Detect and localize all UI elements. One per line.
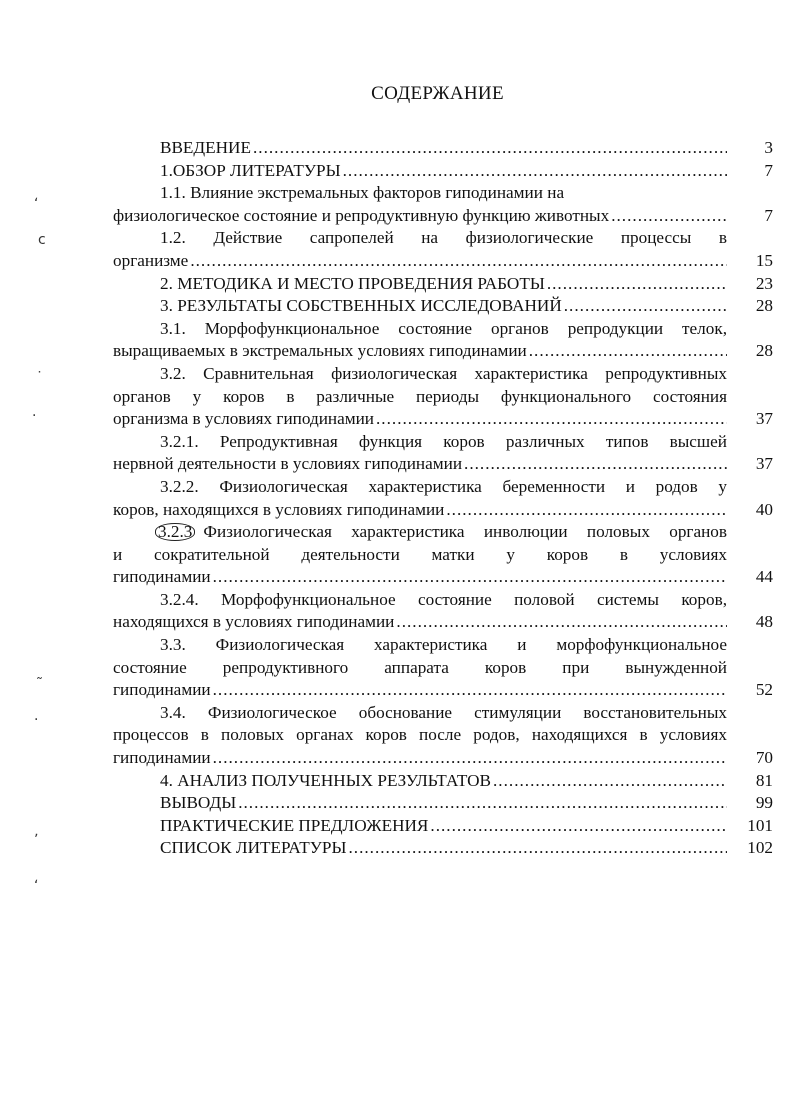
entry-title-line: 1.1. Влияние экстремальных факторов гиподинамии на [160, 183, 565, 203]
entry-title-line: процессов в половых органах коров после родов, находящихся в условиях [113, 725, 727, 745]
toc-entry-3-2-2 [113, 476, 773, 521]
scan-speck-mark: · [32, 408, 37, 424]
leader-dots [611, 205, 727, 228]
entry-title-line: организма в условиях гиподинамии [113, 409, 374, 429]
scan-speck-mark: ˙ [36, 370, 43, 386]
page-number: 48 [755, 612, 773, 632]
page-number: 37 [755, 409, 773, 429]
scan-speck-mark: ʻ [34, 196, 39, 212]
entry-title: ВВЕДЕНИЕ [160, 138, 251, 157]
leader-dots [464, 453, 727, 476]
toc-entry-analysis [113, 770, 773, 793]
page-number: 7 [764, 160, 773, 180]
toc-entry-3-2-4 [113, 589, 773, 634]
entry-title-line: выращиваемых в экстремальных условиях гиподинамии [113, 341, 527, 361]
leader-dots [213, 566, 727, 589]
page-number: 7 [764, 205, 773, 225]
scan-speck-mark: ⅽ [38, 232, 46, 248]
toc-entry-literature-review [113, 160, 773, 183]
entry-title-line: 3.4. Физиологическое обоснование стимуляции восстановительных [160, 702, 727, 722]
entry-title-line: органов у коров в различные периоды функционального состояния [113, 386, 727, 406]
entry-title-line: 3.2.4. Морфофункциональное состояние половой системы коров, [160, 589, 727, 609]
page-number: 40 [755, 499, 773, 519]
page-number: 44 [755, 567, 773, 587]
leader-dots [253, 137, 727, 160]
entry-title-line: находящихся в условиях гиподинамии [113, 612, 395, 632]
toc-entry-1-2 [113, 227, 773, 272]
leader-dots [564, 295, 727, 318]
entry-title-line: 3.2.1. Репродуктивная функция коров различных типов высшей [160, 431, 727, 451]
page-number: 70 [755, 748, 773, 768]
page-number: 52 [755, 680, 773, 700]
entry-title-line: коров, находящихся в условиях гиподинамии [113, 499, 445, 519]
leader-dots [430, 815, 727, 838]
toc-entry-practical-suggestions [113, 815, 773, 838]
entry-title-line: гиподинамии [113, 748, 211, 768]
entry-title: ВЫВОДЫ [160, 793, 237, 813]
page-number: 99 [755, 793, 773, 813]
entry-title: 1.ОБЗОР ЛИТЕРАТУРЫ [160, 160, 341, 180]
entry-title-line: гиподинамии [113, 680, 211, 700]
entry-title-line: 3.1. Морфофункциональное состояние органов репродукции телок, [160, 318, 727, 338]
page-number: 28 [755, 296, 773, 316]
scan-speck-mark: ˜ [36, 676, 43, 692]
leader-dots [529, 340, 727, 363]
toc-entry-3-4 [113, 702, 773, 770]
toc-entry-1-1 [113, 182, 773, 227]
toc-entry-results [113, 295, 773, 318]
entry-title-line: состояние репродуктивного аппарата коров при вынужденной [113, 657, 727, 677]
leader-dots [238, 792, 727, 815]
page-title: СОДЕРЖАНИЕ [371, 83, 504, 104]
scan-speck-mark: · [34, 712, 39, 728]
leader-dots [343, 160, 727, 183]
toc-entry-introduction [113, 137, 773, 160]
entry-title: ПРАКТИЧЕСКИЕ ПРЕДЛОЖЕНИЯ [160, 815, 429, 835]
entry-title-line: Физиологическая характеристика инволюции половых органов [203, 522, 727, 542]
entry-title-line: нервной деятельности в условиях гиподинамии [113, 454, 463, 474]
toc-entry-references [113, 837, 773, 860]
scan-speck-mark: ʼ [34, 832, 39, 848]
entry-title-line: и сократительной деятельности матки у коров в условиях [113, 544, 727, 564]
leader-dots [190, 250, 727, 273]
entry-title-line: физиологическое состояние и репродуктивную функцию животных [113, 205, 610, 225]
page-number: 81 [755, 770, 773, 790]
page-number: 102 [747, 838, 773, 858]
toc-entry-3-3 [113, 634, 773, 702]
entry-title-line: 3.3. Физиологическая характеристика и морфофункциональное [160, 635, 727, 655]
leader-dots [493, 770, 727, 793]
leader-dots [446, 499, 727, 522]
page-number: 37 [755, 454, 773, 474]
leader-dots [376, 408, 727, 431]
table-of-contents [113, 137, 773, 860]
entry-title: 4. АНАЛИЗ ПОЛУЧЕННЫХ РЕЗУЛЬТАТОВ [160, 770, 491, 790]
circled-section-number: 3.2.3 [155, 523, 195, 541]
page-number: 28 [755, 341, 773, 361]
page-number: 3 [764, 138, 773, 157]
entry-title: 3. РЕЗУЛЬТАТЫ СОБСТВЕННЫХ ИССЛЕДОВАНИЙ [160, 296, 562, 316]
leader-dots [213, 679, 727, 702]
leader-dots [348, 837, 727, 860]
page-number: 101 [747, 815, 773, 835]
toc-entry-3-2 [113, 363, 773, 431]
toc-entry-methods [113, 273, 773, 296]
toc-entry-conclusions [113, 792, 773, 815]
entry-title-line: гиподинамии [113, 567, 211, 587]
entry-title-line: 3.2.2. Физиологическая характеристика беременности и родов у [160, 476, 727, 496]
entry-title-line: 3.2. Сравнительная физиологическая характеристика репродуктивных [160, 363, 727, 383]
leader-dots [213, 747, 727, 770]
entry-title-line: организме [113, 250, 189, 270]
toc-entry-3-1 [113, 318, 773, 363]
scan-speck-mark: ʻ [34, 878, 39, 894]
toc-entry-3-2-1 [113, 431, 773, 476]
page-number: 23 [755, 273, 773, 293]
entry-title-line: 1.2. Действие сапропелей на физиологические процессы в [160, 228, 727, 248]
toc-entry-3-2-3 [113, 521, 773, 589]
page-number: 15 [755, 250, 773, 270]
entry-title: СПИСОК ЛИТЕРАТУРЫ [160, 838, 347, 858]
entry-title: 2. МЕТОДИКА И МЕСТО ПРОВЕДЕНИЯ РАБОТЫ [160, 273, 545, 293]
leader-dots [547, 273, 727, 296]
leader-dots [396, 611, 727, 634]
